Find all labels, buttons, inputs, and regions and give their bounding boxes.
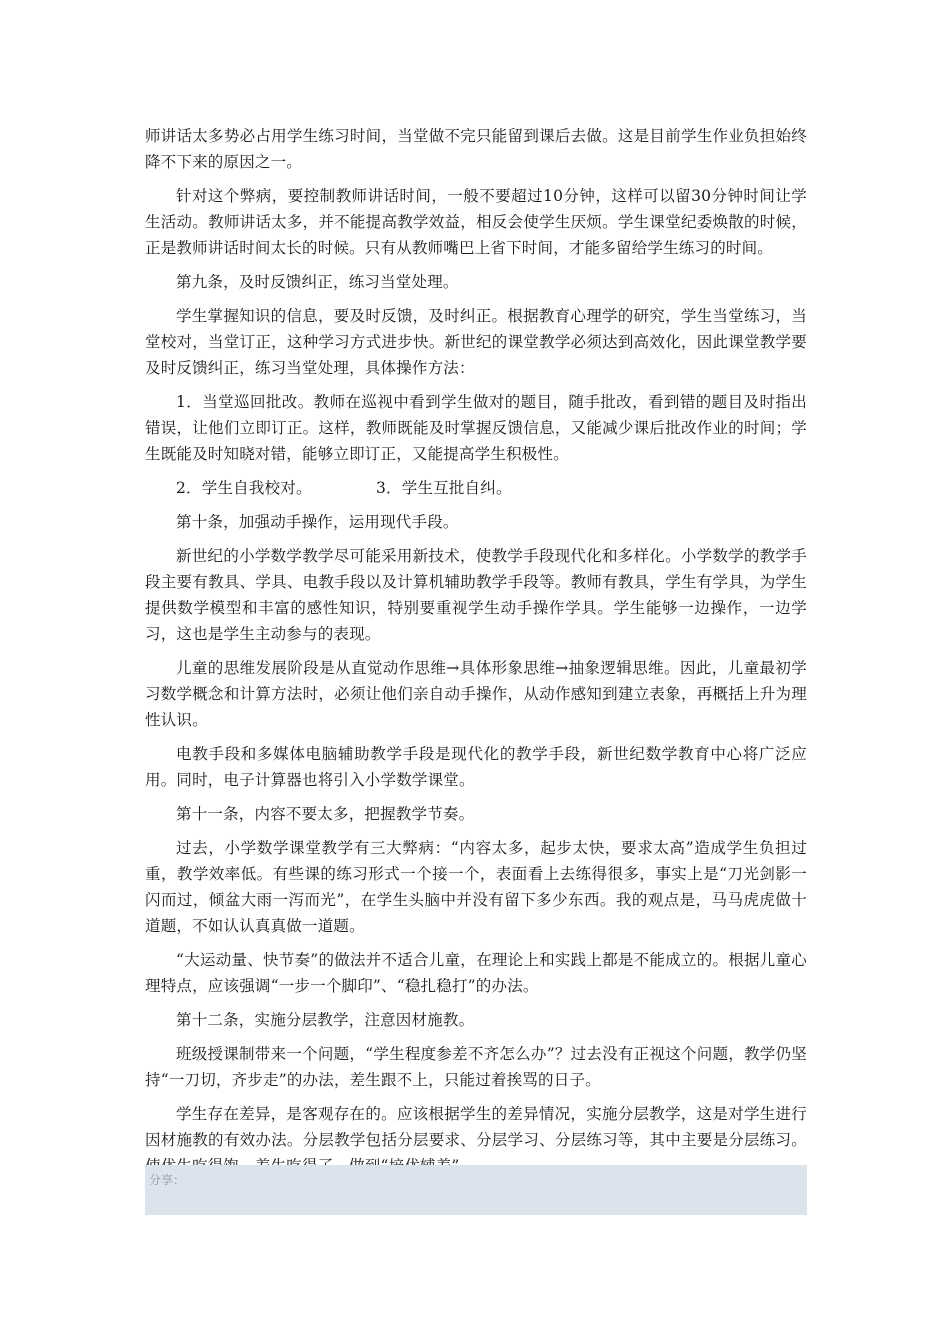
paragraph: 电教手段和多媒体电脑辅助教学手段是现代化的教学手段，新世纪数学教育中心将广泛应用。同时，电子计算器也将引入小学数学课堂。 bbox=[145, 745, 807, 789]
document-body bbox=[145, 123, 807, 1221]
paragraph: 针对这个弊病，要控制教师讲话时间，一般不要超过10分钟，这样可以留30分钟时间让学生活动。教师讲话太多，并不能提高教学效益，相反会使学生厌烦。学生课堂纪委焕散的时候，正是教师讲话时间太长的时候。只有从教师嘴巴上省下时间，才能多留给学生练习的时间。 bbox=[145, 187, 807, 257]
section-heading: 第十二条，实施分层教学，注意因材施教。 bbox=[176, 1011, 475, 1029]
paragraph: 班级授课制带来一个问题，“学生程度参差不齐怎么办”？过去没有正视这个问题，教学仍坚持“一刀切，齐步走”的办法，差生跟不上，只能过着挨骂的日子。 bbox=[145, 1045, 807, 1089]
paragraph: 新世纪的小学数学教学尽可能采用新技术，使教学手段现代化和多样化。小学数学的教学手段主要有教具、学具、电教手段以及计算机辅助教学手段等。教师有教具，学生有学具，为学生提供数学模型和丰富的感性知识，特别要重视学生动手操作学具。学生能够一边操作，一边学习，这也是学生主动参与的表现。 bbox=[145, 547, 807, 643]
paragraph: “大运动量、快节奏”的做法并不适合儿童，在理论上和实践上都是不能成立的。根据儿童心理特点，应该强调“一步一个脚印”、“稳扎稳打”的办法。 bbox=[145, 951, 807, 995]
paragraph: 儿童的思维发展阶段是从直觉动作思维→具体形象思维→抽象逻辑思维。因此，儿童最初学习数学概念和计算方法时，必须让他们亲自动手操作，从动作感知到建立表象，再概括上升为理性认识。 bbox=[145, 659, 807, 729]
list-item: 2．学生自我校对。 bbox=[176, 479, 312, 497]
section-heading: 第十一条，内容不要太多，把握教学节奏。 bbox=[176, 805, 475, 823]
paragraph: 过去，小学数学课堂教学有三大弊病：“内容太多，起步太快，要求太高”造成学生负担过重，教学效率低。有些课的练习形式一个接一个，表面看上去练得很多，事实上是“刀光剑影一闪而过，倾盆大雨一泻而光”，在学生头脑中并没有留下多少东西。我的观点是，马马虎虎做十道题，不如认认真真做一道题。 bbox=[145, 839, 807, 935]
list-item: 3．学生互批自纠。 bbox=[376, 479, 512, 497]
paragraph: 学生掌握知识的信息，要及时反馈，及时纠正。根据教育心理学的研究，学生当堂练习，当堂校对，当堂订正，这种学习方式进步快。新世纪的课堂教学必须达到高效化，因此课堂教学要及时反馈纠正，练习当堂处理，具体操作方法： bbox=[145, 307, 807, 377]
share-label: 分享： bbox=[149, 1173, 186, 1187]
section-heading: 第九条，及时反馈纠正，练习当堂处理。 bbox=[176, 273, 459, 291]
list-item: 1．当堂巡回批改。教师在巡视中看到学生做对的题目，随手批改，看到错的题目及时指出错误，让他们立即订正。这样，教师既能及时掌握反馈信息，又能减少课后批改作业的时间；学生既能及时知晓对错，能够立即订正，又能提高学生积极性。 bbox=[145, 393, 807, 463]
share-box[interactable] bbox=[145, 1165, 807, 1215]
paragraph: 师讲话太多势必占用学生练习时间，当堂做不完只能留到课后去做。这是目前学生作业负担始终降不下来的原因之一。 bbox=[145, 127, 807, 171]
list-row bbox=[145, 475, 807, 501]
paragraph: 学生存在差异，是客观存在的。应该根据学生的差异情况，实施分层教学，这是对学生进行因材施教的有效办法。分层教学包括分层要求、分层学习、分层练习等，其中主要是分层练习。 bbox=[145, 1105, 807, 1149]
section-heading: 第十条，加强动手操作，运用现代手段。 bbox=[176, 513, 459, 531]
